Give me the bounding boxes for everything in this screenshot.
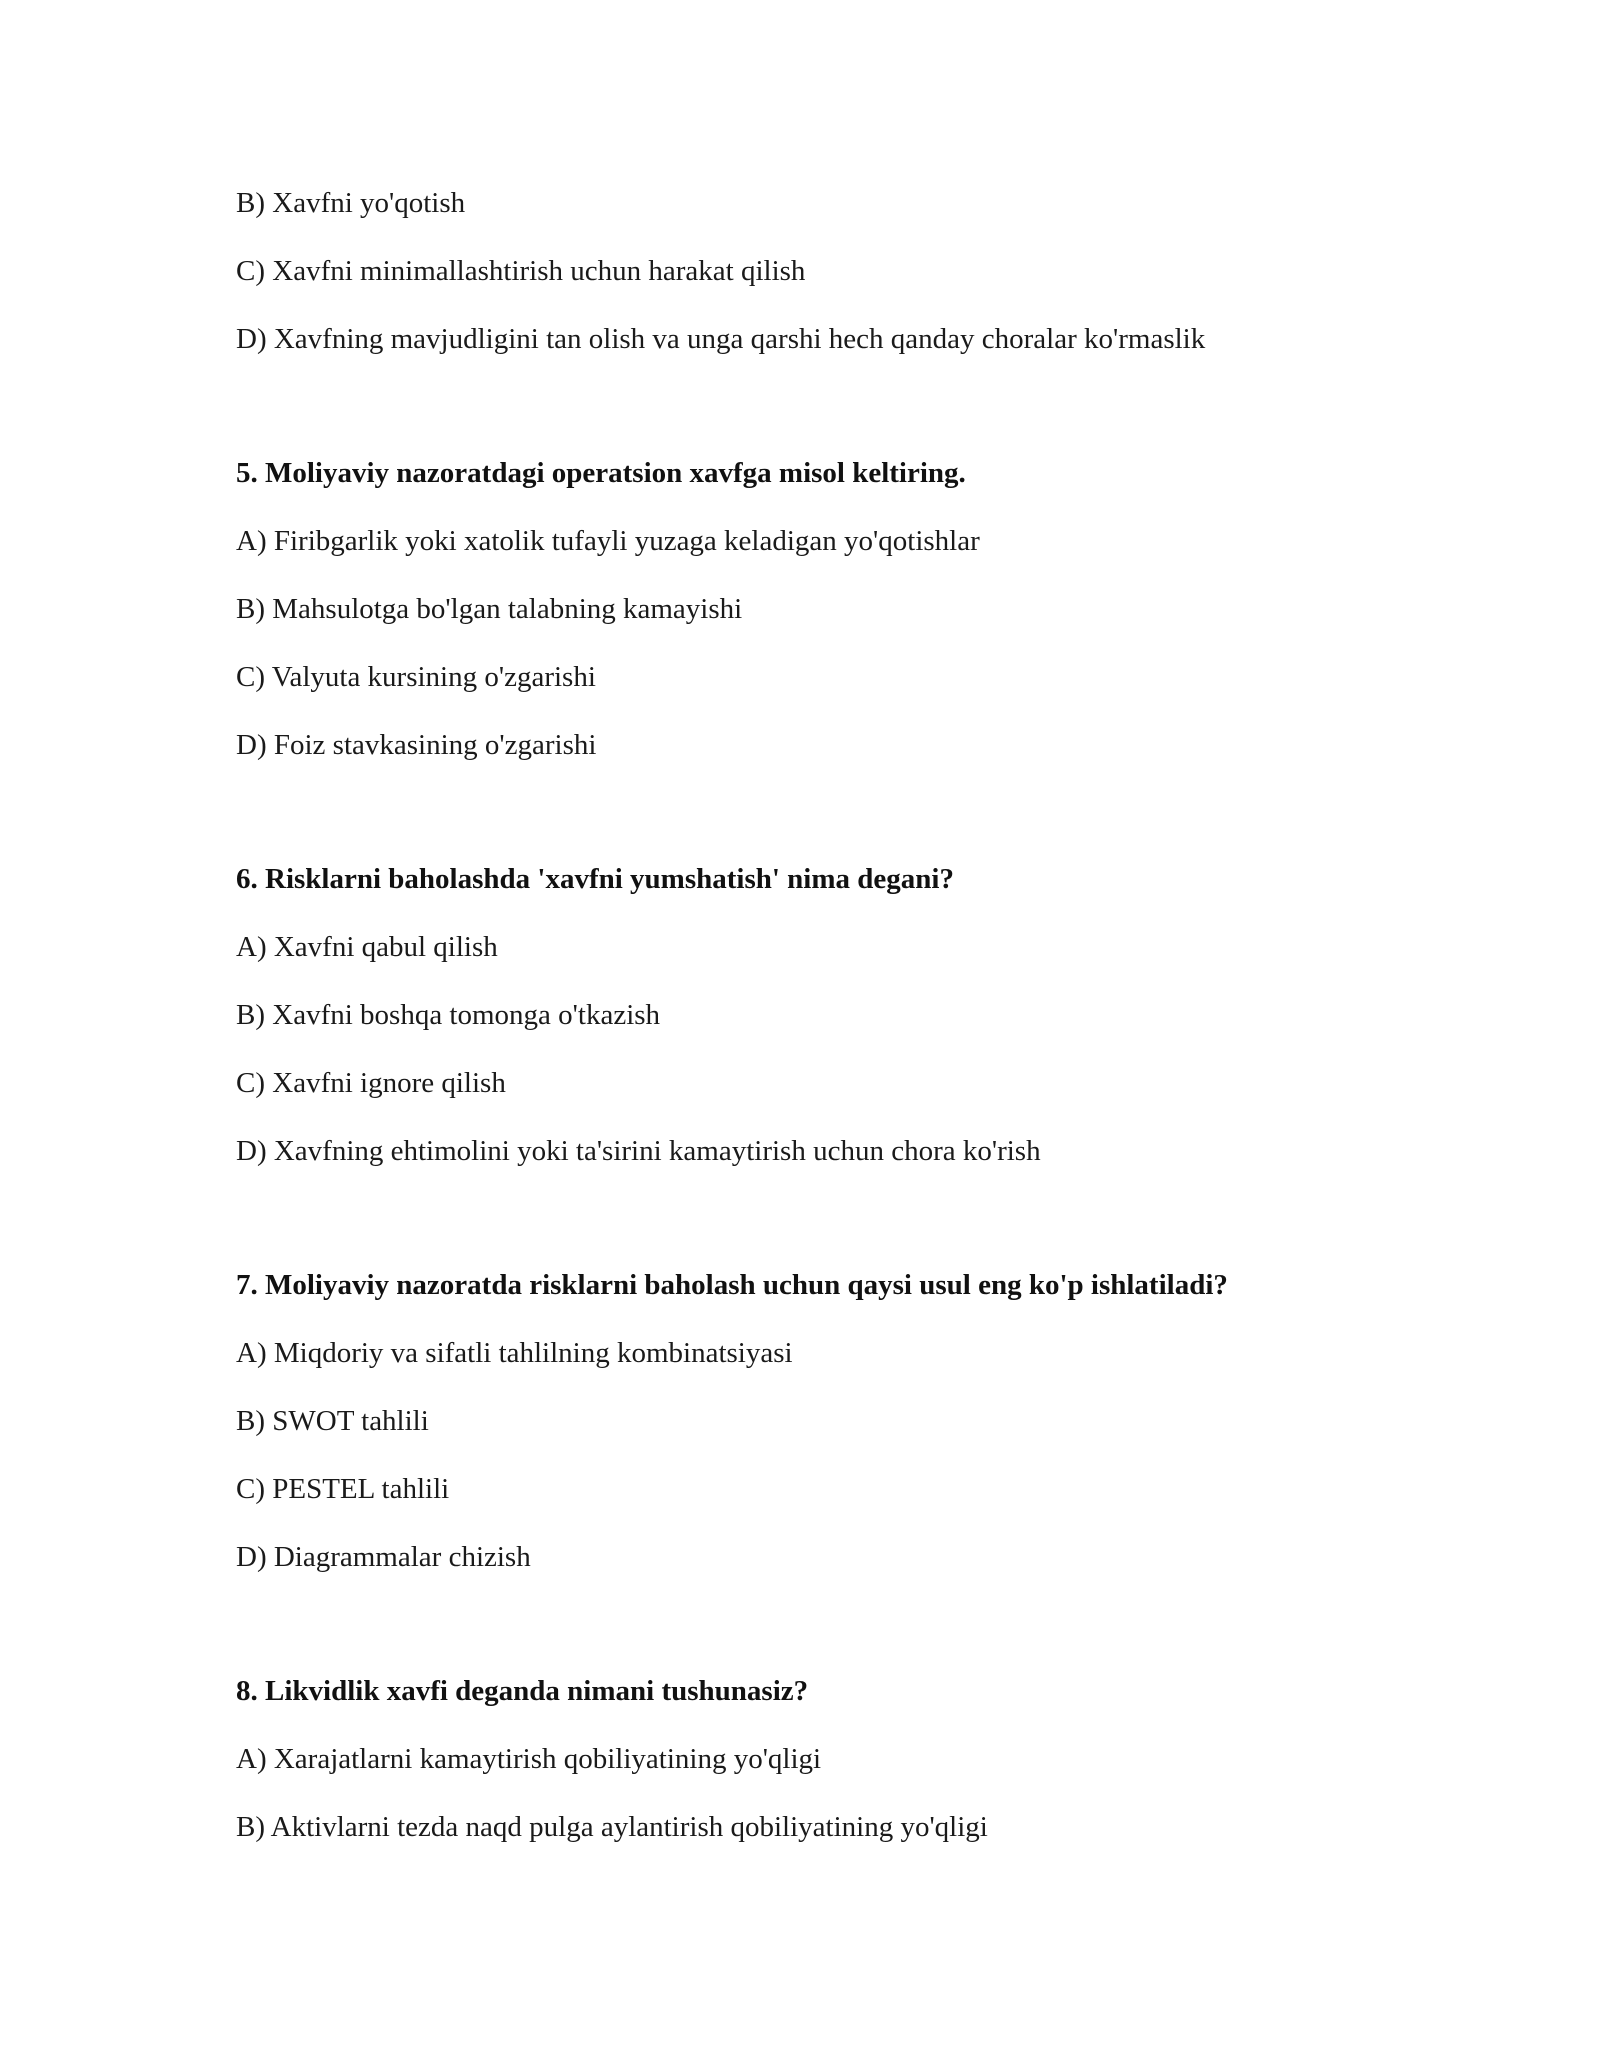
spacer bbox=[236, 1201, 1436, 1267]
option-c: C) Xavfni ignore qilish bbox=[236, 1067, 506, 1099]
option-b: B) SWOT tahlili bbox=[236, 1405, 429, 1437]
question-block-8 bbox=[236, 1673, 1436, 1845]
option-d: D) Foiz stavkasining o'zgarishi bbox=[236, 729, 597, 761]
option-d: D) Xavfning mavjudligini tan olish va unga qarshi hech qanday choralar ko'rmaslik bbox=[236, 323, 1206, 355]
question-text: 8. Likvidlik xavfi deganda nimani tushunasiz? bbox=[236, 1675, 809, 1707]
option-d: D) Diagrammalar chizish bbox=[236, 1541, 531, 1573]
question-block-6 bbox=[236, 861, 1436, 1169]
option-b: B) Aktivlarni tezda naqd pulga aylantirish qobiliyatining yo'qligi bbox=[236, 1811, 988, 1843]
question-text: 7. Moliyaviy nazoratda risklarni baholash uchun qaysi usul eng ko'p ishlatiladi? bbox=[236, 1269, 1228, 1301]
option-d: D) Xavfning ehtimolini yoki ta'sirini kamaytirish uchun chora ko'rish bbox=[236, 1135, 1041, 1167]
quiz-content bbox=[236, 185, 1436, 1877]
question-block-5 bbox=[236, 455, 1436, 763]
option-c: C) Xavfni minimallashtirish uchun harakat qilish bbox=[236, 255, 806, 287]
option-a: A) Firibgarlik yoki xatolik tufayli yuzaga keladigan yo'qotishlar bbox=[236, 525, 980, 557]
question-block-7 bbox=[236, 1267, 1436, 1575]
spacer bbox=[236, 795, 1436, 861]
question-text: 6. Risklarni baholashda 'xavfni yumshatish' nima degani? bbox=[236, 863, 954, 895]
option-a: A) Miqdoriy va sifatli tahlilning kombinatsiyasi bbox=[236, 1337, 793, 1369]
option-b: B) Mahsulotga bo'lgan talabning kamayishi bbox=[236, 593, 743, 625]
option-c: C) Valyuta kursining o'zgarishi bbox=[236, 661, 596, 693]
spacer bbox=[236, 1607, 1436, 1673]
option-a: A) Xavfni qabul qilish bbox=[236, 931, 498, 963]
option-a: A) Xarajatlarni kamaytirish qobiliyatining yo'qligi bbox=[236, 1743, 822, 1775]
option-b: B) Xavfni yo'qotish bbox=[236, 187, 466, 219]
question-text: 5. Moliyaviy nazoratdagi operatsion xavfga misol keltiring. bbox=[236, 457, 966, 489]
previous-question-options bbox=[236, 185, 1436, 357]
spacer bbox=[236, 389, 1436, 455]
option-b: B) Xavfni boshqa tomonga o'tkazish bbox=[236, 999, 661, 1031]
option-c: C) PESTEL tahlili bbox=[236, 1473, 450, 1505]
